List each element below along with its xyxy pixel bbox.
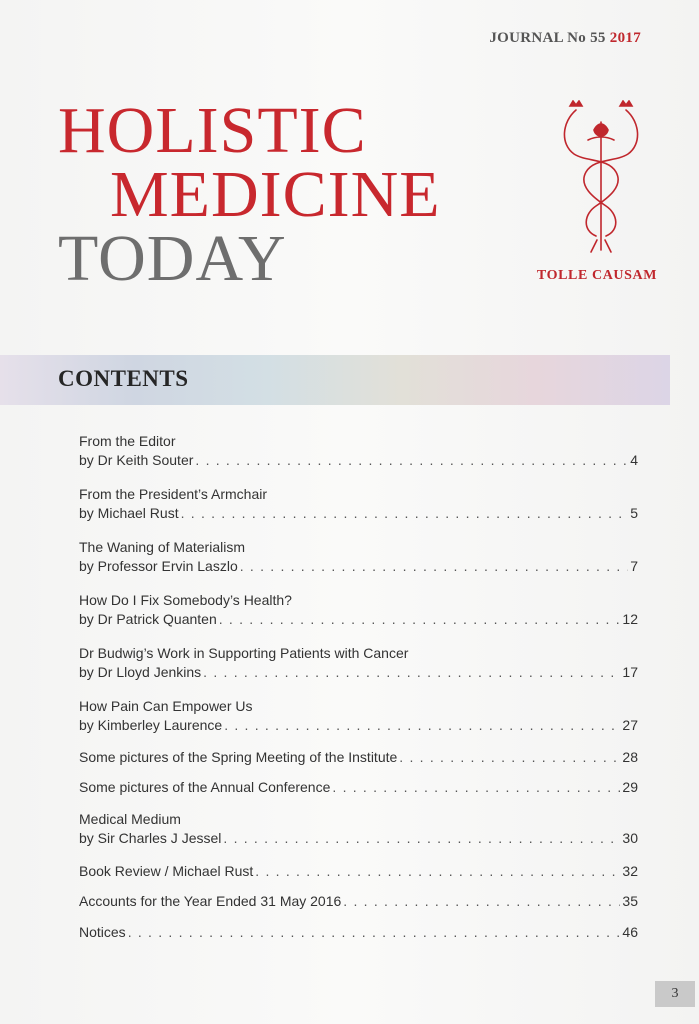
toc-entry-book-review[interactable] bbox=[79, 862, 638, 881]
dot-leader bbox=[195, 451, 628, 470]
toc-title: From the Editor bbox=[79, 433, 176, 449]
toc-page: 32 bbox=[622, 863, 638, 879]
toc-author: by Dr Patrick Quanten bbox=[79, 611, 217, 627]
dot-leader bbox=[240, 557, 628, 576]
dot-leader bbox=[128, 923, 621, 942]
toc-page: 29 bbox=[622, 779, 638, 795]
toc-entry-waning-materialism[interactable] bbox=[79, 538, 638, 576]
contents-heading: CONTENTS bbox=[58, 366, 189, 391]
toc-page: 7 bbox=[630, 558, 638, 574]
emblem-motto: TOLLE CAUSAM bbox=[536, 268, 658, 283]
toc-author: by Dr Keith Souter bbox=[79, 452, 194, 468]
toc-entry-medical-medium[interactable] bbox=[79, 810, 638, 848]
dot-leader bbox=[255, 862, 620, 881]
toc-entry-pain-empower[interactable] bbox=[79, 697, 638, 735]
dot-leader bbox=[219, 610, 621, 629]
dot-leader bbox=[343, 892, 620, 911]
toc-page: 4 bbox=[630, 452, 638, 468]
toc-title: Dr Budwig’s Work in Supporting Patients with Cancer bbox=[79, 645, 409, 661]
toc-page: 46 bbox=[622, 924, 638, 940]
toc-page: 30 bbox=[622, 830, 638, 846]
toc-title: Medical Medium bbox=[79, 811, 181, 827]
toc-page: 35 bbox=[622, 893, 638, 909]
masthead-line-2: MEDICINE bbox=[110, 158, 441, 231]
toc-entry-presidents-armchair[interactable] bbox=[79, 485, 638, 523]
toc-title: Some pictures of the Annual Conference bbox=[79, 779, 331, 795]
dot-leader bbox=[223, 829, 620, 848]
toc-entry-spring-meeting[interactable] bbox=[79, 748, 638, 767]
toc-title: Book Review / Michael Rust bbox=[79, 863, 254, 879]
page-number: 3 bbox=[655, 981, 695, 1007]
toc-entry-notices[interactable] bbox=[79, 923, 638, 942]
toc-author: by Professor Ervin Laszlo bbox=[79, 558, 238, 574]
toc-title: Some pictures of the Spring Meeting of the Institute bbox=[79, 749, 398, 765]
journal-issue-label: JOURNAL No 55 bbox=[489, 30, 606, 46]
toc-entry-fix-health[interactable] bbox=[79, 591, 638, 629]
toc-title: From the President’s Armchair bbox=[79, 486, 268, 502]
toc-title: The Waning of Materialism bbox=[79, 539, 245, 555]
masthead-line-3: TODAY bbox=[58, 222, 287, 295]
toc-page: 5 bbox=[630, 505, 638, 521]
dot-leader bbox=[203, 663, 620, 682]
toc-page: 17 bbox=[622, 664, 638, 680]
toc-entry-editor[interactable] bbox=[79, 432, 638, 470]
dot-leader bbox=[224, 716, 620, 735]
toc-title: How Do I Fix Somebody’s Health? bbox=[79, 592, 292, 608]
dot-leader bbox=[332, 778, 620, 797]
journal-issue bbox=[489, 30, 641, 47]
caduceus-icon bbox=[556, 100, 646, 260]
toc-entry-annual-conference[interactable] bbox=[79, 778, 638, 797]
toc-author: by Michael Rust bbox=[79, 505, 179, 521]
journal-year: 2017 bbox=[609, 30, 641, 46]
toc-author: by Kimberley Laurence bbox=[79, 717, 223, 733]
toc-page: 12 bbox=[622, 611, 638, 627]
masthead-line-1: HOLISTIC bbox=[58, 94, 367, 167]
toc-title: Notices bbox=[79, 924, 126, 940]
toc-title: Accounts for the Year Ended 31 May 2016 bbox=[79, 893, 342, 909]
toc-entry-accounts[interactable] bbox=[79, 892, 638, 911]
toc-page: 28 bbox=[622, 749, 638, 765]
toc-page: 27 bbox=[622, 717, 638, 733]
dot-leader bbox=[399, 748, 620, 767]
toc-entry-budwig[interactable] bbox=[79, 644, 638, 682]
toc-author: by Sir Charles J Jessel bbox=[79, 830, 222, 846]
toc-author: by Dr Lloyd Jenkins bbox=[79, 664, 202, 680]
toc-title: How Pain Can Empower Us bbox=[79, 698, 253, 714]
dot-leader bbox=[181, 504, 629, 523]
